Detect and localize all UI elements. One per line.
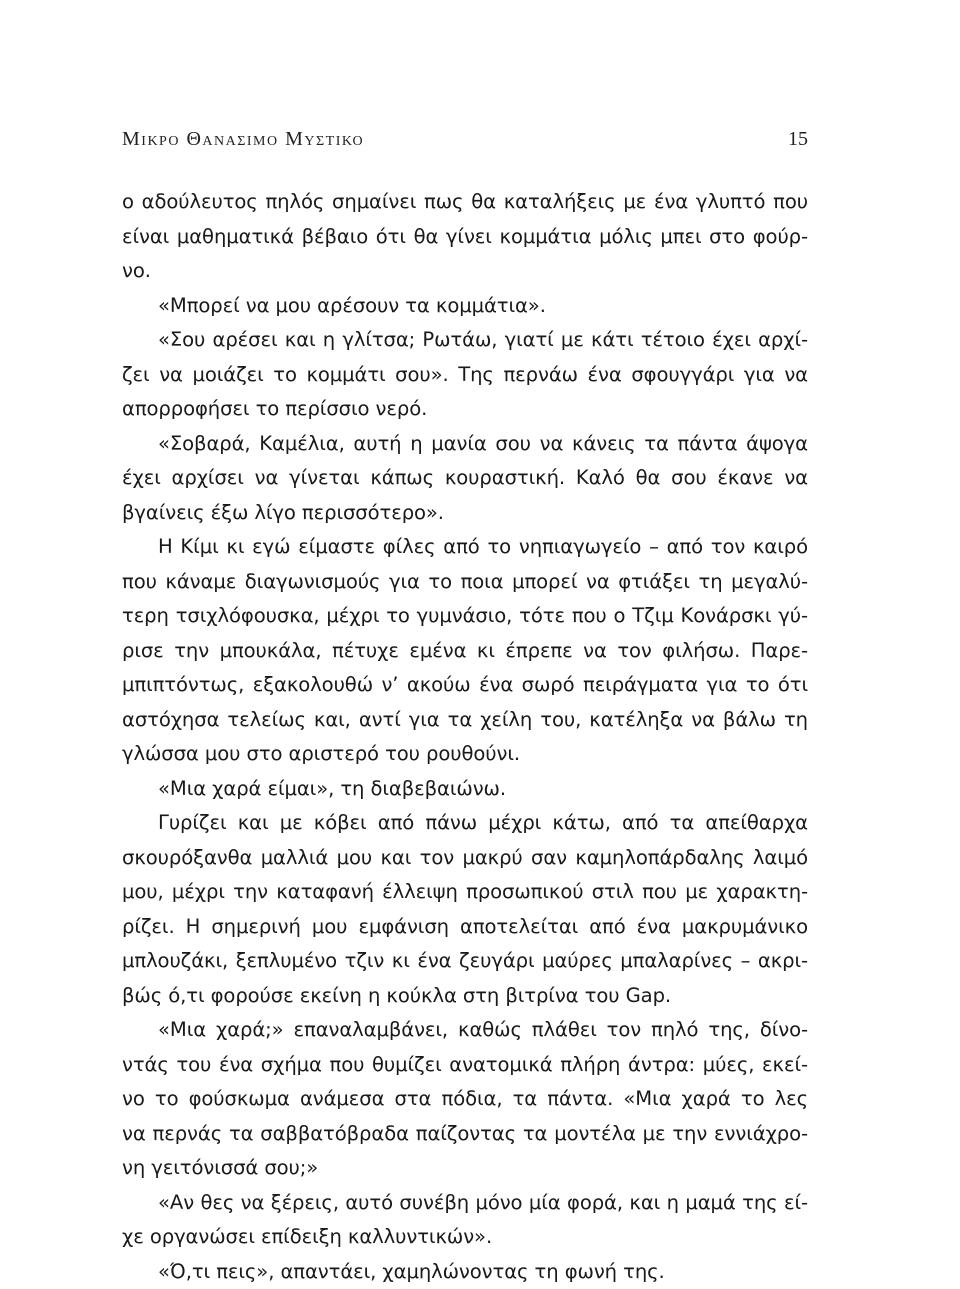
text-line: έχει αρχίσει να γίνεται κάπως κουραστική. Καλό θα σου έκανε να <box>122 461 808 496</box>
text-line: νο. <box>122 254 808 289</box>
text-line: ρίζει. Η σημερινή μου εμφάνιση αποτελείται από ένα μακρυμάνικο <box>122 910 808 945</box>
text-line: βγαίνεις έξω λίγο περισσότερο». <box>122 496 808 531</box>
text-line: είναι μαθηματικά βέβαιο ότι θα γίνει κομμάτια μόλις μπει στο φούρ- <box>122 220 808 255</box>
text-line: σκουρόξανθα μαλλιά μου και τον μακρύ σαν καμηλοπάρδαλης λαιμό <box>122 841 808 876</box>
book-page <box>122 0 808 1278</box>
text-line: τερη τσιχλόφουσκα, μέχρι το γυμνάσιο, τότε που ο Τζιμ Κονάρσκι γύ- <box>122 599 808 634</box>
text-line: ζει να μοιάζει το κομμάτι σου». Της περνάω ένα σφουγγάρι για να <box>122 358 808 393</box>
text-line: αστόχησα τελείως και, αντί για τα χείλη του, κατέληξα να βάλω τη <box>122 703 808 738</box>
text-line: Η Κίμι κι εγώ είμαστε φίλες από το νηπιαγωγείο – από τον καιρό <box>122 530 808 565</box>
text-line: ρισε την μπουκάλα, πέτυχε εμένα κι έπρεπε να τον φιλήσω. Παρε- <box>122 634 808 669</box>
text-line: που κάναμε διαγωνισμούς για το ποια μπορεί να φτιάξει τη μεγαλύ- <box>122 565 808 600</box>
text-line: να περνάς τα σαββατόβραδα παίζοντας τα μοντέλα με την εννιάχρο- <box>122 1117 808 1152</box>
text-line: «Σοβαρά, Καμέλια, αυτή η μανία σου να κάνεις τα πάντα άψογα <box>122 427 808 462</box>
text-line: μου, μέχρι την καταφανή έλλειψη προσωπικού στιλ που με χαρακτη- <box>122 875 808 910</box>
text-line: «Μια χαρά είμαι», τη διαβεβαιώνω. <box>122 772 808 807</box>
text-line: μπλουζάκι, ξεπλυμένο τζιν κι ένα ζευγάρι μαύρες μπαλαρίνες – ακρι- <box>122 944 808 979</box>
text-line: «Αν θες να ξέρεις, αυτό συνέβη μόνο μία φορά, και η μαμά της εί- <box>122 1186 808 1221</box>
text-line: μπιπτόντως, εξακολουθώ ν’ ακούω ένα σωρό πειράγματα για το ότι <box>122 668 808 703</box>
text-line: Γυρίζει και με κόβει από πάνω μέχρι κάτω, από τα απείθαρχα <box>122 806 808 841</box>
text-line: βώς ό,τι φορούσε εκείνη η κούκλα στη βιτρίνα του Gap. <box>122 979 808 1014</box>
text-line: «Σου αρέσει και η γλίτσα; Ρωτάω, γιατί με κάτι τέτοιο έχει αρχί- <box>122 323 808 358</box>
text-line: ντάς του ένα σχήμα που θυμίζει ανατομικά πλήρη άντρα: μύες, εκεί- <box>122 1048 808 1083</box>
text-line: ο αδούλευτος πηλός σημαίνει πως θα καταλήξεις με ένα γλυπτό που <box>122 185 808 220</box>
book-title: Μικρο Θανασιμο Μυστικο <box>122 128 364 151</box>
text-line: νη γειτόνισσά σου;» <box>122 1151 808 1186</box>
page-number: 15 <box>788 128 808 151</box>
text-line: απορροφήσει το περίσσιο νερό. <box>122 392 808 427</box>
text-line: γλώσσα μου στο αριστερό του ρουθούνι. <box>122 737 808 772</box>
running-header <box>122 128 808 158</box>
text-line: χε οργανώσει επίδειξη καλλυντικών». <box>122 1220 808 1255</box>
text-line: «Μια χαρά;» επαναλαμβάνει, καθώς πλάθει τον πηλό της, δίνο- <box>122 1013 808 1048</box>
body-text <box>122 185 808 1289</box>
text-line: «Ό,τι πεις», απαντάει, χαμηλώνοντας τη φωνή της. <box>122 1255 808 1289</box>
text-line: «Μπορεί να μου αρέσουν τα κομμάτια». <box>122 289 808 324</box>
text-line: νο το φούσκωμα ανάμεσα στα πόδια, τα πάντα. «Μια χαρά το λες <box>122 1082 808 1117</box>
